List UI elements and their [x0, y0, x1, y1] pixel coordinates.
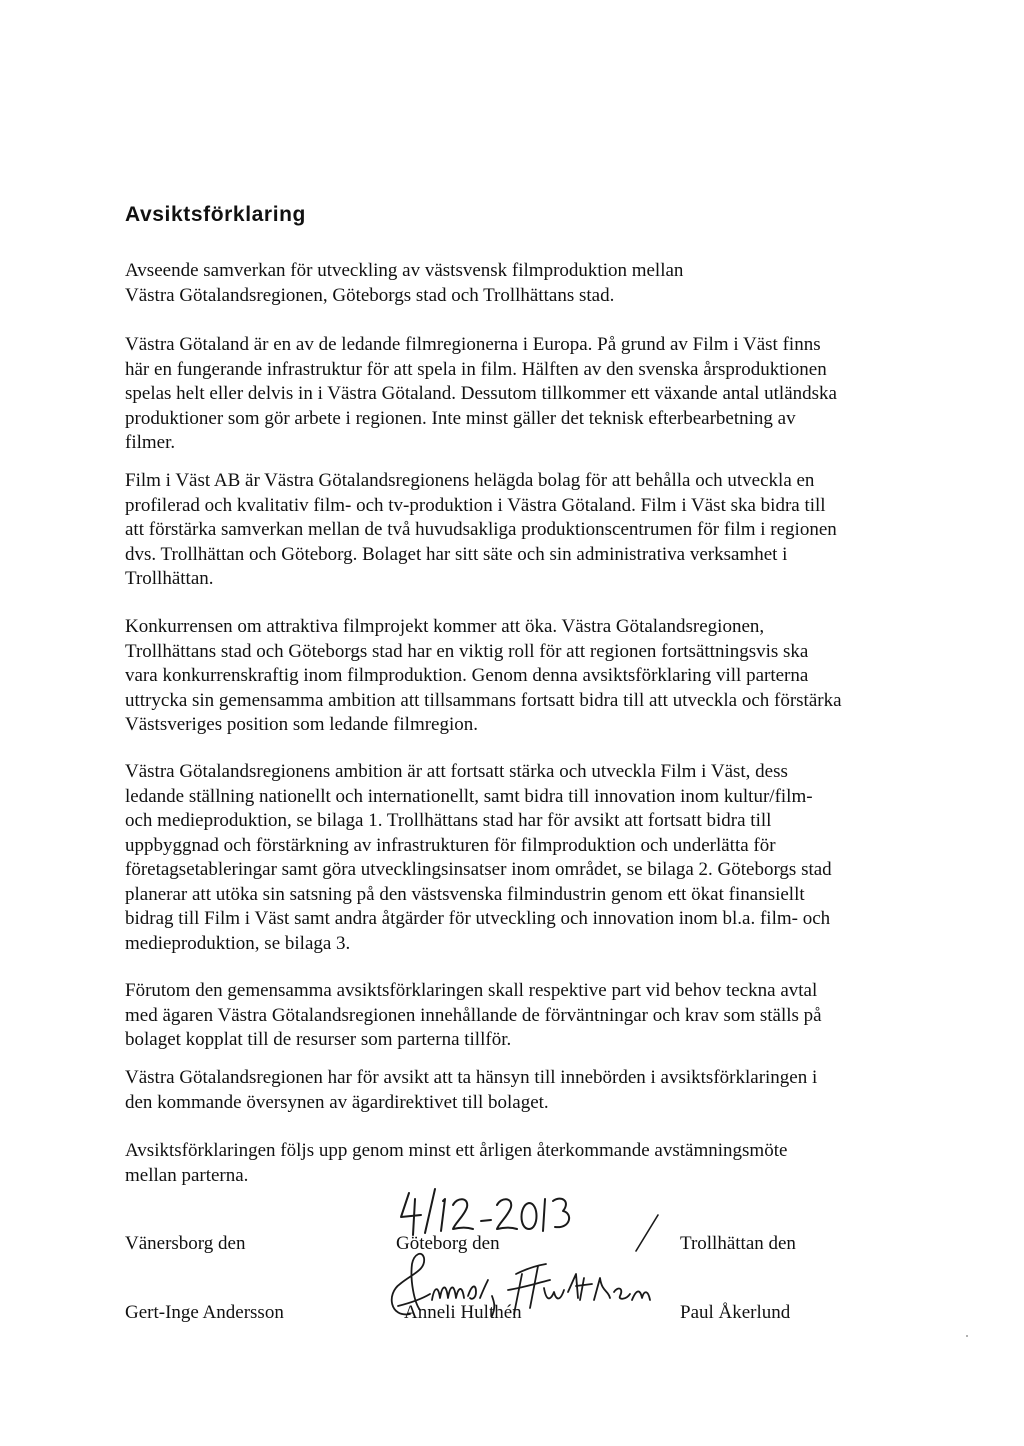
document-title: Avsiktsförklaring: [125, 203, 306, 226]
paragraph-line: Trollhättans stad och Göteborgs stad har en viktig roll för att regionen fortsättningsvis ska: [125, 640, 809, 662]
paragraph-line: produktioner som gör arbete i regionen. Inte minst gäller det teknisk efterbearbetning av: [125, 407, 796, 429]
paragraph-line: Trollhättan.: [125, 568, 214, 589]
paragraph-line: Förutom den gemensamma avsiktsförklaringen skall respektive part vid behov teckna avtal: [125, 980, 818, 1001]
paragraph-region: [125, 333, 905, 456]
paragraph-line: Västra Götaland är en av de ledande filmregionerna i Europa. På grund av Film i Väst finns: [125, 334, 821, 355]
paragraph-film-i-vast: [125, 469, 905, 592]
paragraph-agreements: [125, 979, 905, 1053]
paragraph-line: spelas helt eller delvis in i Västra Götaland. Dessutom tillkommer ett växande antal utländska: [125, 383, 837, 404]
paragraph-line: uppbyggnad och förstärkning av infrastrukturen för filmproduktion och underlätta för: [125, 834, 776, 856]
paragraph-line: Konkurrensen om attraktiva filmprojekt kommer att öka. Västra Götalandsregionen,: [125, 616, 765, 637]
scan-speck: [966, 1335, 968, 1337]
paragraph-line: mellan parterna.: [125, 1164, 249, 1186]
paragraph-line: företagsetableringar samt göra utvecklingsinsatser inom området, se bilaga 2. Göteborgs stad: [125, 859, 832, 880]
paragraph-line: profilerad och kvalitativ film- och tv-produktion i Västra Götaland. Film i Väst ska bidra till: [125, 494, 826, 516]
paragraph-line: Film i Väst AB är Västra Götalandsregionens helägda bolag för att behålla och utveckla en: [125, 470, 815, 491]
paragraph-line: bidrag till Film i Väst samt andra åtgärder för utveckling och innovation inom bl.a. film- och: [125, 908, 831, 929]
paragraph-line: uttrycka sin gemensamma ambition att tillsammans fortsatt bidra till att utveckla och förstärka: [125, 689, 842, 711]
paragraph-line: Västra Götalandsregionen har för avsikt att ta hänsyn till innebörden i avsiktsförklaringen i: [125, 1067, 818, 1088]
signatory-place-vanersborg: Vänersborg den: [125, 1233, 246, 1254]
paragraph-competition: [125, 615, 905, 738]
paragraph-line: bolaget kopplat till de resurser som parterna tillför.: [125, 1029, 512, 1050]
paragraph-line: vara konkurrenskraftig inom filmproduktion. Genom denna avsiktsförklaring vill parterna: [125, 665, 809, 686]
paragraph-line: ledande ställning nationellt och internationellt, samt bidra till innovation inom kultur/film-: [125, 785, 813, 807]
paragraph-follow-up: [125, 1139, 905, 1188]
paragraph-ambitions: [125, 760, 905, 956]
paragraph-purpose: [125, 259, 905, 308]
paragraph-line: att förstärka samverkan mellan de två huvudsakliga produktionscentrumen för film i regionen: [125, 519, 837, 540]
signatory-place-goteborg: Göteborg den: [396, 1233, 500, 1254]
paragraph-line: dvs. Trollhättan och Göteborg. Bolaget har sitt säte och sin administrativa verksamhet i: [125, 543, 788, 565]
paragraph-line: medieproduktion, se bilaga 3.: [125, 932, 351, 954]
paragraph-line: med ägaren Västra Götalandsregionen innehållande de förväntningar och krav som ställs på: [125, 1004, 822, 1026]
signatory-name-paul-akerlund: Paul Åkerlund: [680, 1302, 791, 1323]
paragraph-owner-directive: [125, 1066, 905, 1115]
paragraph-line: filmer.: [125, 432, 176, 453]
paragraph-line: den kommande översynen av ägardirektivet till bolaget.: [125, 1091, 549, 1113]
paragraph-line: Avseende samverkan för utveckling av västsvensk filmproduktion mellan: [125, 260, 684, 281]
paragraph-line: Avsiktsförklaringen följs upp genom minst ett årligen återkommande avstämningsmöte: [125, 1140, 788, 1161]
paragraph-line: planerar att utöka sin satsning på den västsvenska filmindustrin genom ett ökat finansiellt: [125, 883, 805, 905]
paragraph-line: och medieproduktion, se bilaga 1. Trollhättans stad har för avsikt att fortsatt bidra till: [125, 810, 772, 831]
paragraph-line: Västra Götalandsregionens ambition är att fortsatt stärka och utveckla Film i Väst, dess: [125, 761, 788, 782]
signatory-name-anneli-hulthen: Anneli Hulthén: [404, 1302, 522, 1323]
signatory-place-trollhattan: Trollhättan den: [680, 1233, 796, 1254]
signatory-name-gert-inge-andersson: Gert-Inge Andersson: [125, 1302, 284, 1323]
paragraph-line: Västsveriges position som ledande filmregion.: [125, 714, 479, 735]
paragraph-line: Västra Götalandsregionen, Göteborgs stad och Trollhättans stad.: [125, 284, 615, 306]
paragraph-line: här en fungerande infrastruktur för att spela in film. Hälften av den svenska årsproduktionen: [125, 358, 827, 380]
